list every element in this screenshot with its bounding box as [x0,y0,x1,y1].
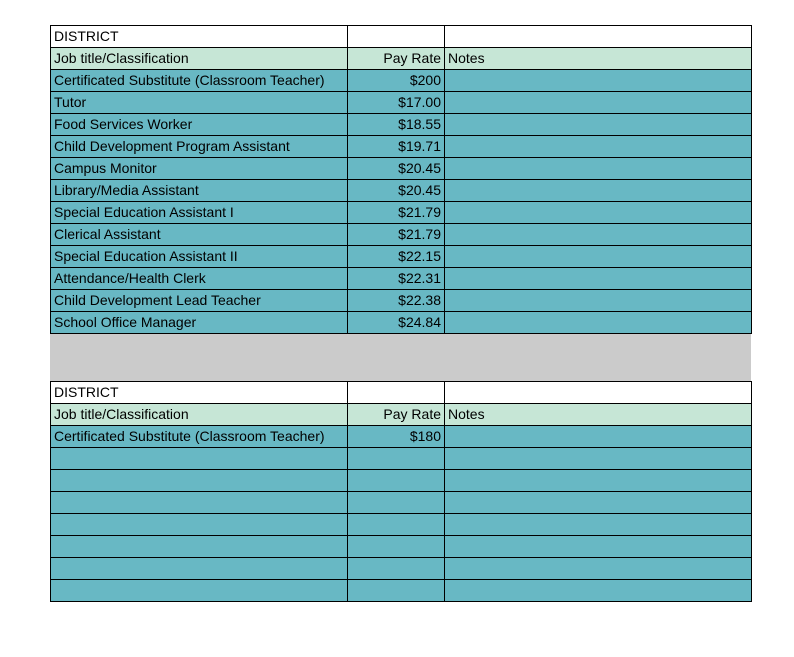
job-title-cell[interactable]: Special Education Assistant II [51,246,348,268]
notes-cell[interactable] [445,536,752,558]
table-row [51,290,752,312]
section-separator [50,334,751,381]
pay-rate-cell[interactable]: $21.79 [348,202,445,224]
notes-cell[interactable] [445,558,752,580]
notes-cell[interactable] [445,202,752,224]
pay-rate-sheet [50,25,751,602]
pay-rate-cell[interactable]: $22.38 [348,290,445,312]
table-title-row [51,382,752,404]
table-row [51,158,752,180]
notes-cell[interactable] [445,114,752,136]
table-row [51,268,752,290]
pay-rate-cell[interactable] [348,558,445,580]
empty-cell[interactable] [445,382,752,404]
pay-rate-cell[interactable]: $22.15 [348,246,445,268]
notes-cell[interactable] [445,492,752,514]
job-title-cell[interactable] [51,536,348,558]
table-row [51,312,752,334]
header-notes[interactable]: Notes [445,48,752,70]
district-pay-table-2 [50,381,752,602]
header-pay-rate[interactable]: Pay Rate [348,404,445,426]
job-title-cell[interactable]: School Office Manager [51,312,348,334]
job-title-cell[interactable]: Attendance/Health Clerk [51,268,348,290]
table-row [51,92,752,114]
empty-cell[interactable] [348,382,445,404]
job-title-cell[interactable]: Special Education Assistant I [51,202,348,224]
table-row [51,202,752,224]
job-title-cell[interactable]: Child Development Program Assistant [51,136,348,158]
notes-cell[interactable] [445,514,752,536]
notes-cell[interactable] [445,312,752,334]
table-row [51,426,752,448]
pay-rate-cell[interactable]: $22.31 [348,268,445,290]
job-title-cell[interactable] [51,558,348,580]
notes-cell[interactable] [445,448,752,470]
pay-rate-cell[interactable]: $21.79 [348,224,445,246]
notes-cell[interactable] [445,70,752,92]
table-row [51,448,752,470]
district-pay-table-1 [50,25,752,334]
notes-cell[interactable] [445,136,752,158]
table-header-row [51,48,752,70]
notes-cell[interactable] [445,290,752,312]
table-row [51,224,752,246]
job-title-cell[interactable] [51,470,348,492]
notes-cell[interactable] [445,180,752,202]
table-row [51,114,752,136]
job-title-cell[interactable] [51,580,348,602]
pay-rate-cell[interactable]: $180 [348,426,445,448]
notes-cell[interactable] [445,92,752,114]
header-pay-rate[interactable]: Pay Rate [348,48,445,70]
job-title-cell[interactable]: Certificated Substitute (Classroom Teacher) [51,426,348,448]
job-title-cell[interactable]: Clerical Assistant [51,224,348,246]
pay-rate-cell[interactable] [348,470,445,492]
pay-rate-cell[interactable]: $24.84 [348,312,445,334]
pay-rate-cell[interactable] [348,580,445,602]
pay-rate-cell[interactable] [348,492,445,514]
job-title-cell[interactable]: Library/Media Assistant [51,180,348,202]
table-row [51,580,752,602]
notes-cell[interactable] [445,246,752,268]
job-title-cell[interactable]: Tutor [51,92,348,114]
pay-rate-cell[interactable]: $19.71 [348,136,445,158]
job-title-cell[interactable] [51,492,348,514]
table-row [51,246,752,268]
table-title[interactable]: DISTRICT [51,382,348,404]
empty-cell[interactable] [445,26,752,48]
header-notes[interactable]: Notes [445,404,752,426]
table-row [51,492,752,514]
header-job-title[interactable]: Job title/Classification [51,48,348,70]
table-row [51,558,752,580]
pay-rate-cell[interactable] [348,514,445,536]
notes-cell[interactable] [445,224,752,246]
table-row [51,70,752,92]
job-title-cell[interactable]: Child Development Lead Teacher [51,290,348,312]
job-title-cell[interactable] [51,514,348,536]
table-row [51,180,752,202]
table-row [51,536,752,558]
table-title[interactable]: DISTRICT [51,26,348,48]
pay-rate-cell[interactable] [348,448,445,470]
pay-rate-cell[interactable]: $20.45 [348,158,445,180]
job-title-cell[interactable]: Campus Monitor [51,158,348,180]
pay-rate-cell[interactable] [348,536,445,558]
job-title-cell[interactable] [51,448,348,470]
pay-rate-cell[interactable]: $200 [348,70,445,92]
notes-cell[interactable] [445,426,752,448]
table-row [51,136,752,158]
notes-cell[interactable] [445,158,752,180]
table-header-row [51,404,752,426]
job-title-cell[interactable]: Food Services Worker [51,114,348,136]
pay-rate-cell[interactable]: $18.55 [348,114,445,136]
job-title-cell[interactable]: Certificated Substitute (Classroom Teacher) [51,70,348,92]
notes-cell[interactable] [445,580,752,602]
table-title-row [51,26,752,48]
pay-rate-cell[interactable]: $17.00 [348,92,445,114]
empty-cell[interactable] [348,26,445,48]
pay-rate-cell[interactable]: $20.45 [348,180,445,202]
table-row [51,514,752,536]
notes-cell[interactable] [445,268,752,290]
header-job-title[interactable]: Job title/Classification [51,404,348,426]
notes-cell[interactable] [445,470,752,492]
table-row [51,470,752,492]
